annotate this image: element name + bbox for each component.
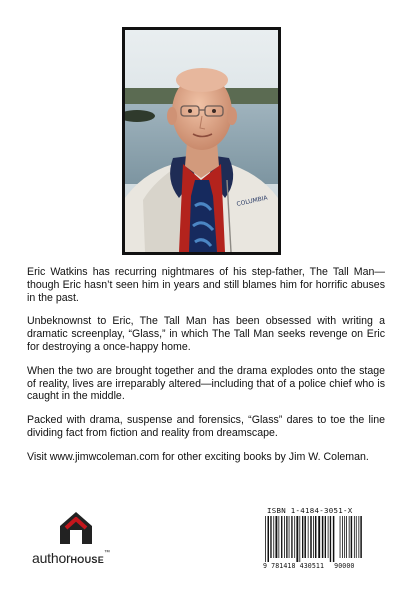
barcode-bar [333,516,335,562]
blurb-paragraph-5: Visit www.jimwcoleman.com for other exciting books by Jim W. Coleman. [27,450,369,463]
barcode-bar [284,516,285,558]
barcode-bar [278,516,279,558]
barcode-bar [358,516,359,558]
barcode-bar [322,516,324,558]
barcode-bar [342,516,343,558]
isbn-number: ISBN 1-4184-3051-X [267,506,353,515]
publisher-name [32,550,110,566]
barcode-bar [360,516,362,558]
isbn-barcode [263,506,383,572]
barcode-bar [299,516,300,562]
barcode-bar [330,516,331,562]
barcode-bar [304,516,306,558]
barcode-bar [310,516,312,558]
ean-leading-digit: 9 [263,562,268,570]
publisher-name-house: HOUSE [70,555,105,565]
barcode-bar [270,516,271,558]
barcode-bar [273,516,274,558]
barcode-bar [328,516,329,558]
price-code: 90000 [334,562,355,570]
barcode-bar [281,516,282,558]
barcode-bar [351,516,353,558]
blurb-paragraph-1: Eric Watkins has recurring nightmares of his step-father, The Tall Man—though Eric hasn’t seen him in years and still blames him for horrific abuses in the past. [27,266,385,304]
svg-text:COLUMBIA: COLUMBIA [235,194,269,208]
barcode-bar [286,516,287,558]
barcode-bar [308,516,309,558]
publisher-logo [32,508,132,570]
barcode-bar [344,516,345,558]
trademark-symbol: ™ [104,550,110,556]
barcode-bar [349,516,350,558]
back-cover-blurb [27,266,385,475]
author-photo [122,27,281,255]
barcode-bar [340,516,341,558]
ean-right-digits: 430511 [299,562,325,570]
authorhouse-logo-icon [58,508,94,546]
blurb-paragraph-3: When the two are brought together and the drama explodes onto the stage of reality, lives are irreparably altered—including that of a police chief who is caught in the middle. [27,364,385,403]
barcode-bar [354,516,355,558]
barcode-bar [346,516,347,558]
author-portrait-image [125,30,278,252]
barcode-bar [325,516,326,558]
blurb-paragraph-4: Packed with drama, suspense and forensics, “Glass” dares to toe the line dividing fact from fiction and reality from dreamscape. [27,414,385,439]
barcode-bar [294,516,295,558]
barcode-bar [289,516,290,558]
barcode-bar [315,516,317,558]
barcode-bar [313,516,314,558]
barcode-bar [268,516,270,562]
barcode-bar [356,516,357,558]
ean-left-digits: 781418 [271,562,296,570]
ean-digits [263,562,355,570]
publisher-name-author: author [32,550,71,566]
barcode-bar [318,516,320,558]
barcode-bar [291,516,292,558]
barcode-bar [296,516,298,562]
isbn-label [267,506,353,515]
barcode-bar [265,516,266,562]
barcode-bars [263,516,383,562]
blurb-paragraph-2: Unbeknownst to Eric, The Tall Man has been obsessed with writing a dramatic screenplay, “Glass,” in which The Tall Man seeks revenge on Eric for destroying a once-happy home. [27,315,385,353]
barcode-bar [275,516,277,558]
barcode-bar [302,516,303,558]
